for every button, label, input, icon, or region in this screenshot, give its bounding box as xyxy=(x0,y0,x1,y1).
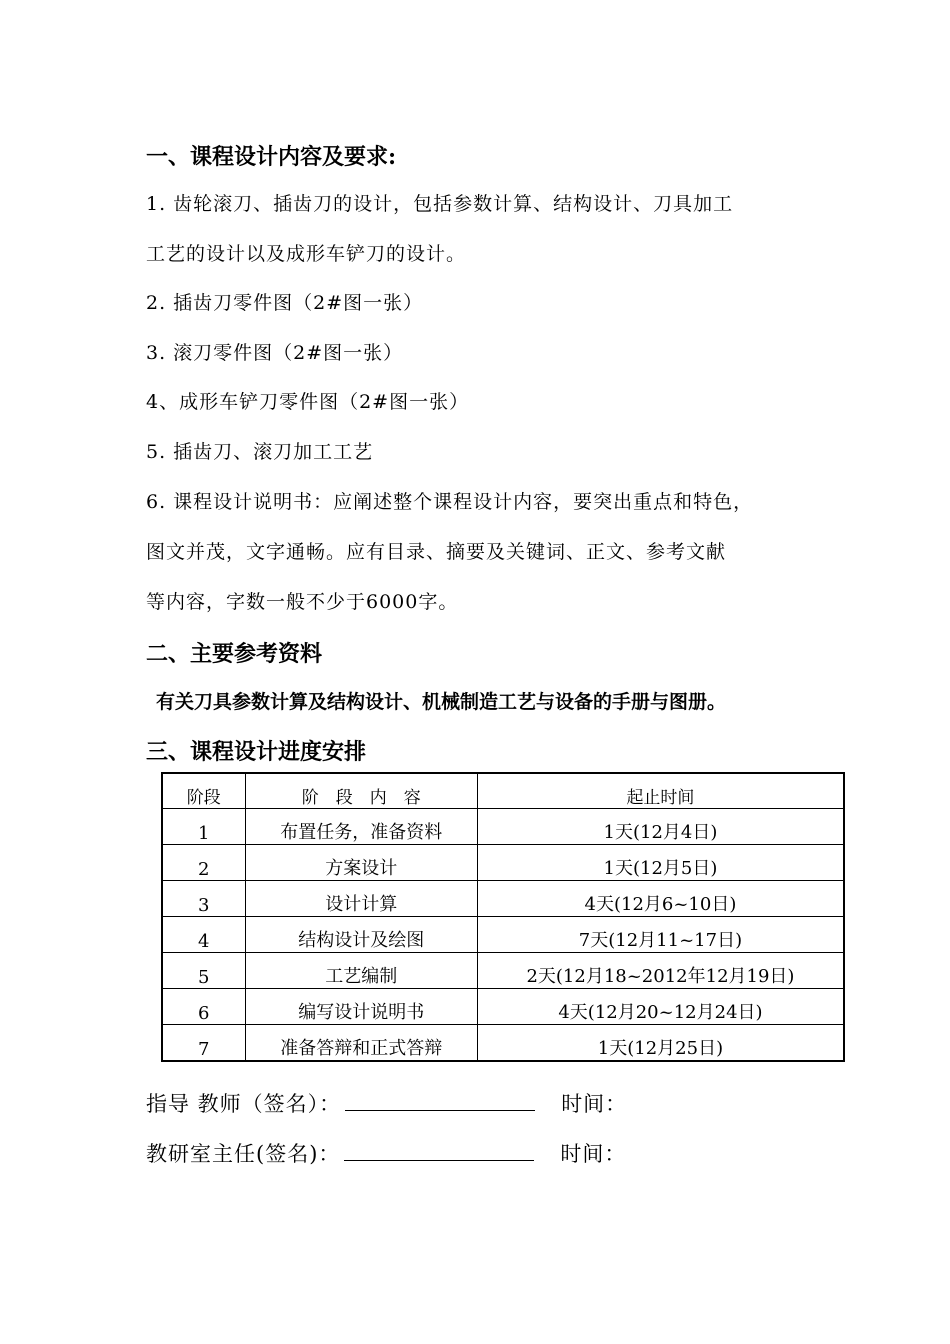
cell-stage: 2 xyxy=(162,845,245,881)
advisor-signature-line xyxy=(146,1088,627,1118)
director-signature-field[interactable] xyxy=(344,1159,534,1161)
section2-heading: 二、主要参考资料 xyxy=(146,641,323,667)
table-row xyxy=(162,1025,844,1062)
requirement-line: 图文并茂，文字通畅。应有目录、摘要及关键词、正文、参考文献 xyxy=(146,541,727,563)
section1-heading: 一、课程设计内容及要求: xyxy=(146,144,397,170)
table-row xyxy=(162,953,844,989)
cell-content: 结构设计及绘图 xyxy=(245,917,477,953)
cell-content: 编写设计说明书 xyxy=(245,989,477,1025)
cell-stage: 1 xyxy=(162,809,245,845)
cell-period: 1天(12月5日) xyxy=(477,845,844,881)
header-content: 阶 段 内 容 xyxy=(245,773,477,809)
cell-period: 1天(12月4日) xyxy=(477,809,844,845)
director-time-label: 时间： xyxy=(560,1142,627,1166)
table-row xyxy=(162,989,844,1025)
reference-text: 有关刀具参数计算及结构设计、机械制造工艺与设备的手册与图册。 xyxy=(156,691,727,713)
cell-period: 2天(12月18~2012年12月19日) xyxy=(477,953,844,989)
table-row xyxy=(162,845,844,881)
cell-content: 工艺编制 xyxy=(245,953,477,989)
requirement-line: 1. 齿轮滚刀、插齿刀的设计，包括参数计算、结构设计、刀具加工 xyxy=(146,193,734,215)
cell-period: 7天(12月11~17日) xyxy=(477,917,844,953)
director-signature-line xyxy=(146,1138,626,1168)
header-stage: 阶段 xyxy=(162,773,245,809)
table-row xyxy=(162,917,844,953)
advisor-signature-label: 指导 教师（签名）： xyxy=(146,1092,342,1116)
director-signature-label: 教研室主任(签名)： xyxy=(146,1142,341,1166)
cell-stage: 7 xyxy=(162,1025,245,1062)
table-header-row xyxy=(162,773,844,809)
cell-period: 4天(12月6~10日) xyxy=(477,881,844,917)
cell-stage: 6 xyxy=(162,989,245,1025)
header-period: 起止时间 xyxy=(477,773,844,809)
cell-content: 设计计算 xyxy=(245,881,477,917)
requirement-line: 工艺的设计以及成形车铲刀的设计。 xyxy=(146,243,467,265)
requirement-line: 4、成形车铲刀零件图（2#图一张） xyxy=(146,391,470,413)
cell-content: 方案设计 xyxy=(245,845,477,881)
advisor-signature-field[interactable] xyxy=(345,1109,535,1111)
cell-period: 4天(12月20~12月24日) xyxy=(477,989,844,1025)
requirement-line: 3. 滚刀零件图（2#图一张） xyxy=(146,342,404,364)
cell-stage: 5 xyxy=(162,953,245,989)
cell-content: 布置任务，准备资料 xyxy=(245,809,477,845)
cell-stage: 3 xyxy=(162,881,245,917)
cell-period: 1天(12月25日) xyxy=(477,1025,844,1062)
requirement-line: 5. 插齿刀、滚刀加工工艺 xyxy=(146,441,374,463)
cell-stage: 4 xyxy=(162,917,245,953)
section3-heading: 三、课程设计进度安排 xyxy=(146,739,367,765)
schedule-table xyxy=(161,772,845,1062)
requirement-line: 等内容，字数一般不少于6000字。 xyxy=(146,591,459,613)
table-row xyxy=(162,881,844,917)
table-row xyxy=(162,809,844,845)
advisor-time-label: 时间： xyxy=(561,1092,628,1116)
requirement-line: 2. 插齿刀零件图（2#图一张） xyxy=(146,292,424,314)
requirement-line: 6. 课程设计说明书：应阐述整个课程设计内容，要突出重点和特色， xyxy=(146,491,754,513)
cell-content: 准备答辩和正式答辩 xyxy=(245,1025,477,1062)
